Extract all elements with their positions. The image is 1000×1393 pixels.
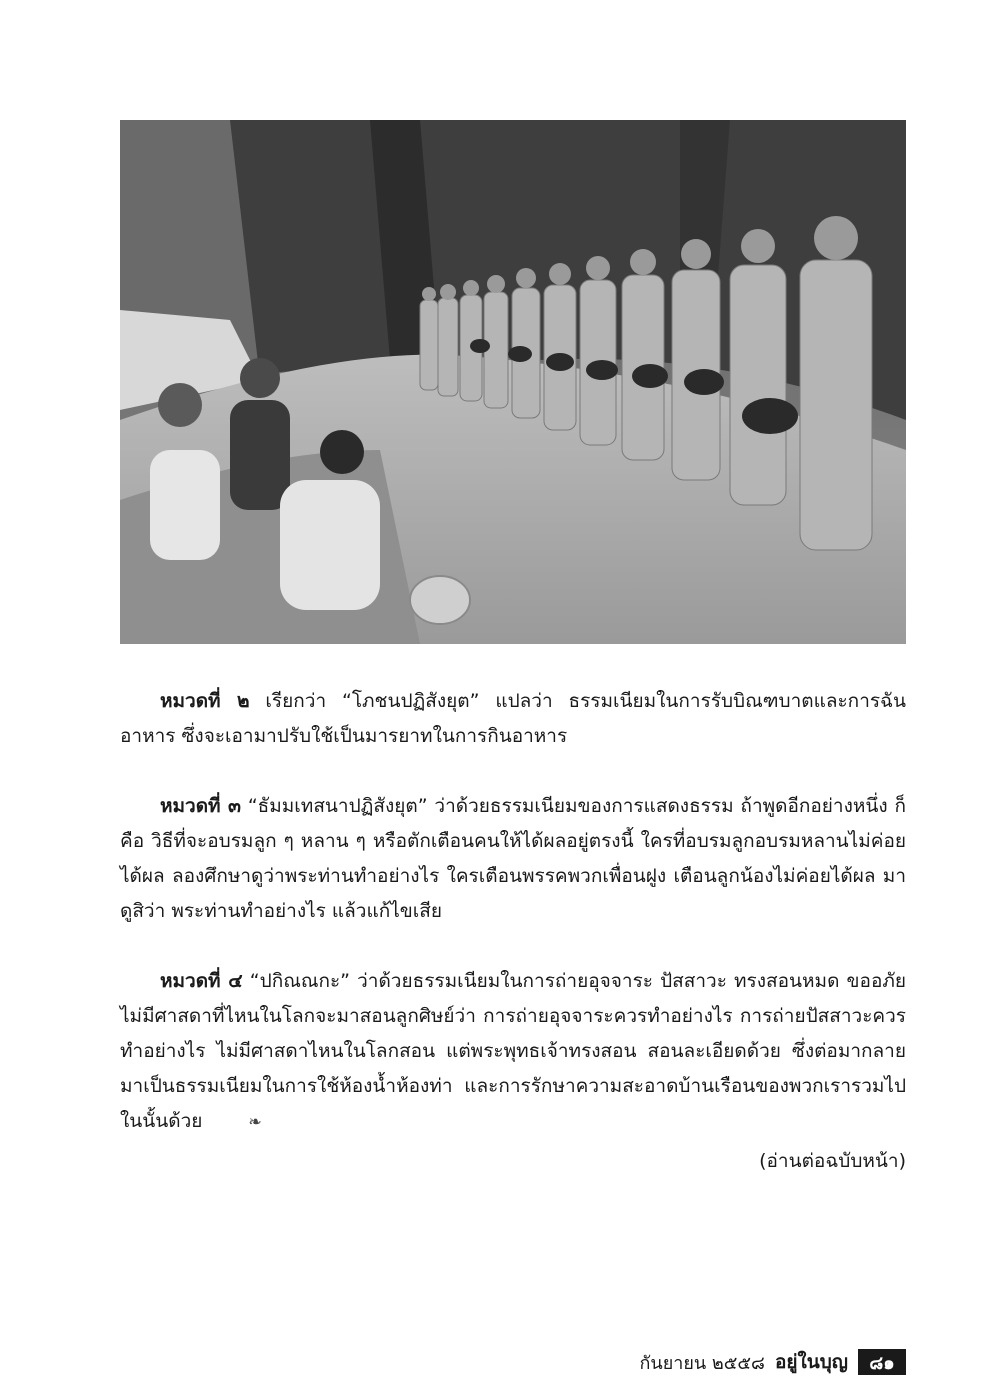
paragraph-section-3 bbox=[120, 789, 906, 929]
issue-date: กันยายน ๒๕๕๘ bbox=[639, 1352, 765, 1374]
page-number: ๘๑ bbox=[858, 1349, 906, 1375]
section-heading: หมวดที่ ๔ bbox=[160, 970, 243, 992]
section-heading: หมวดที่ ๓ bbox=[160, 795, 241, 817]
article-body bbox=[120, 684, 906, 1174]
paragraph-section-4 bbox=[120, 964, 906, 1139]
section-heading: หมวดที่ ๒ bbox=[160, 690, 250, 712]
paragraph-text: “ปกิณณกะ” ว่าด้วยธรรมเนียมในการถ่ายอุจจาระ ปัสสาวะ ทรงสอนหมด ขออภัย ไม่มีศาสดาที่ไหนในโลกจะมาสอนลูกศิษย์ว่า การถ่ายอุจจาระควรทำอย่างไร การถ่ายปัสสาวะควรทำอย่างไร ไม่มีศาสดาไหนในโลกสอน แต่พระพุทธเจ้าทรงสอน สอนละเอียดด้วย ซึ่งต่อมากลายมาเป็นธรรมเนียมในการใช้ห้องน้ำห้องท่า และการรักษาความสะอาดบ้านเรือนของพวกเรารวมไปในนั้นด้วย bbox=[120, 970, 907, 1132]
paragraph-text: เรียกว่า “โภชนปฏิสังยุต” แปลว่า ธรรมเนียมในการรับบิณฑบาตและการฉันอาหาร ซึ่งจะเอามาปรับใช้เป็นมารยาทในการกินอาหาร bbox=[120, 690, 906, 747]
photo-illustration bbox=[120, 120, 906, 644]
magazine-title: อยู่ในบุญ bbox=[774, 1351, 848, 1373]
page-footer bbox=[640, 1345, 907, 1379]
continued-next-issue: (อ่านต่อฉบับหน้า) bbox=[759, 1150, 906, 1172]
leaf-icon: ❧ bbox=[248, 1112, 262, 1131]
paragraph-section-2 bbox=[120, 684, 906, 754]
paragraph-text: “ธัมมเทสนาปฏิสังยุต” ว่าด้วยธรรมเนียมของการแสดงธรรม ถ้าพูดอีกอย่างหนึ่ง ก็คือ วิธีที่จะอบรมลูก ๆ หลาน ๆ หรือตักเตือนคนให้ได้ผลอยู่ตรงนี้ ใครที่อบรมลูกอบรมหลานไม่ค่อยได้ผล ลองศึกษาดูว่าพระท่านทำอย่างไร ใครเตือนพรรคพวกเพื่อนฝูง เตือนลูกน้องไม่ค่อยได้ผล มาดูสิว่า พระท่านทำอย่างไร แล้วแก้ไขเสีย bbox=[120, 795, 907, 922]
photo-monks-alms-round bbox=[120, 120, 906, 644]
